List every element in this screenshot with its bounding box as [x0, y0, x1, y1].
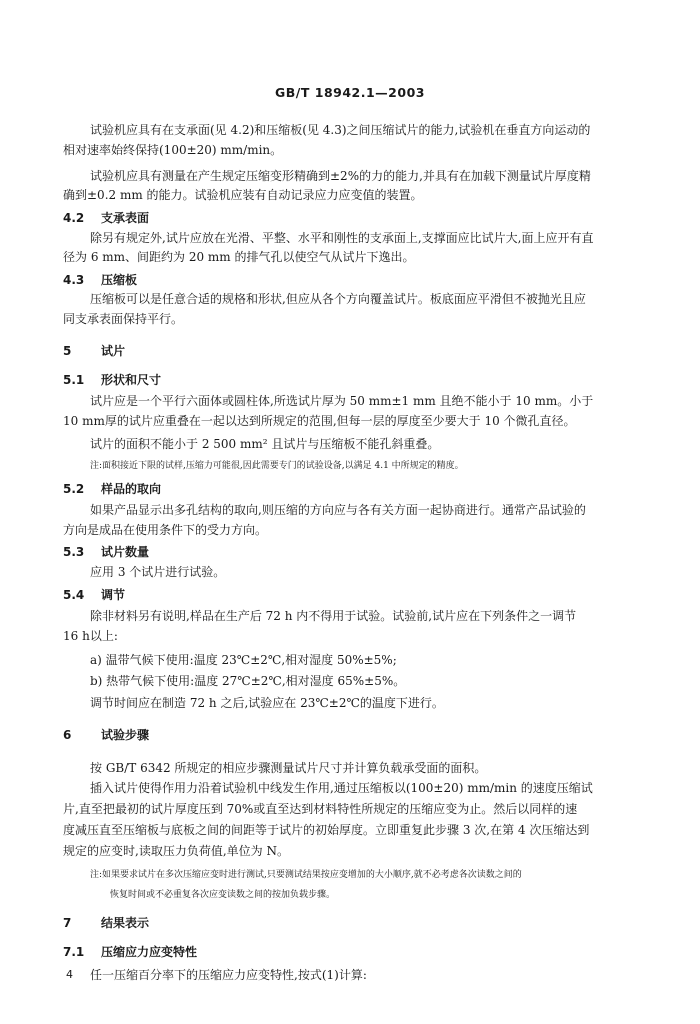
paragraph-line: 度减压直至压缩板与底板之间的间距等于试片的初始厚度。立即重复此步骤 3 次,在第 4 次压缩达到: [63, 823, 590, 837]
note-line: 恢复时间或不必重复各次应变读数之间的按加负载步骤。: [110, 890, 336, 900]
section-title: 试片数量: [101, 545, 150, 559]
note-line: 注:如果要求试片在多次压缩应变时进行测试,只要测试结果按应变增加的大小顺序,就不必考虑各次读数之间的: [90, 870, 522, 880]
section-heading: [63, 915, 149, 931]
paragraph-line: 调节时间应在制造 72 h 之后,试验应在 23℃±2℃的温度下进行。: [90, 696, 444, 710]
paragraph-line: 插入试片使得作用力沿着试验机中线发生作用,通过压缩板以(100±20) mm/min 的速度压缩试: [90, 781, 593, 795]
section-title: 压缩板: [101, 273, 138, 287]
section-number: 4.3: [63, 273, 85, 287]
section-title: 调节: [101, 588, 126, 602]
section-number: 5.3: [63, 545, 85, 559]
section-number: 7.1: [63, 945, 85, 959]
note-line: 注:面积接近下限的试样,压缩力可能很,因此需要专门的试验设备,以满足 4.1 中所规定的精度。: [90, 461, 464, 471]
section-heading: [63, 587, 125, 603]
paragraph-line: 按 GB/T 6342 所规定的相应步骤测量试片尺寸并计算负载承受面的面积。: [90, 761, 487, 775]
section-heading: [63, 944, 197, 960]
paragraph-line: 除另有规定外,试片应放在光滑、平整、水平和刚性的支承面上,支撑面应比试片大,面上应开有直: [90, 231, 594, 245]
paragraph-line: 径为 6 mm、间距约为 20 mm 的排气孔以使空气从试片下逸出。: [63, 250, 415, 264]
paragraph-line: 任一压缩百分率下的压缩应力应变特性,按式(1)计算:: [90, 968, 367, 982]
paragraph-line: 应用 3 个试片进行试验。: [90, 565, 226, 579]
page-header: GB/T 18942.1—2003: [275, 85, 425, 100]
paragraph-line: 相对速率始终保持(100±20) mm/min。: [63, 143, 283, 157]
section-heading: [63, 343, 125, 359]
section-heading: [63, 727, 149, 743]
paragraph-line: 除非材料另有说明,样品在生产后 72 h 内不得用于试验。试验前,试片应在下列条件之一调节: [90, 609, 577, 623]
paragraph-line: 压缩板可以是任意合适的规格和形状,但应从各个方向覆盖试片。板底面应平滑但不被抛光且应: [90, 292, 586, 306]
section-number: 5: [63, 344, 72, 358]
section-heading: [63, 544, 149, 560]
section-title: 形状和尺寸: [101, 373, 162, 387]
section-number: 5.4: [63, 588, 85, 602]
section-title: 支承表面: [101, 211, 150, 225]
paragraph-line: 如果产品显示出多孔结构的取向,则压缩的方向应与各有关方面一起协商进行。通常产品试验的: [90, 503, 586, 517]
section-number: 7: [63, 916, 72, 930]
paragraph-line: 同支承表面保持平行。: [63, 312, 184, 326]
section-heading: [63, 372, 161, 388]
section-number: 4.2: [63, 211, 85, 225]
section-heading: [63, 272, 137, 288]
paragraph-line: 规定的应变时,读取压力负荷值,单位为 N。: [63, 844, 289, 858]
paragraph-line: 试片的面积不能小于 2 500 mm² 且试片与压缩板不能孔斜重叠。: [90, 437, 440, 451]
section-heading: [63, 210, 149, 226]
paragraph-line: 试片应是一个平行六面体或圆柱体,所选试片厚为 50 mm±1 mm 且绝不能小于 10 mm。小于: [90, 394, 594, 408]
section-title: 样品的取向: [101, 482, 162, 496]
section-number: 5.2: [63, 482, 85, 496]
paragraph-line: 试验机应具有测量在产生规定压缩变形精确到±2%的力的能力,并具有在加载下测量试片厚度精: [90, 169, 591, 183]
paragraph-line: a) 温带气候下使用:温度 23℃±2℃,相对湿度 50%±5%;: [90, 653, 397, 667]
paragraph-line: 16 h以上:: [63, 629, 118, 643]
section-heading: [63, 481, 161, 497]
section-title: 结果表示: [101, 916, 150, 930]
section-title: 压缩应力应变特性: [101, 945, 198, 959]
paragraph-line: 试验机应具有在支承面(见 4.2)和压缩板(见 4.3)之间压缩试片的能力,试验机在垂直方向运动的: [90, 123, 591, 137]
page-number: 4: [66, 968, 73, 981]
section-number: 5.1: [63, 373, 85, 387]
section-title: 试片: [101, 344, 126, 358]
paragraph-line: b) 热带气候下使用:温度 27℃±2℃,相对湿度 65%±5%。: [90, 674, 406, 688]
paragraph-line: 片,直至把最初的试片厚度压到 70%或直至达到材料特性所规定的压缩应变为止。然后以同样的速: [63, 802, 578, 816]
section-number: 6: [63, 728, 72, 742]
paragraph-line: 确到±0.2 mm 的能力。试验机应装有自动记录应力应变值的装置。: [63, 188, 423, 202]
paragraph-line: 方向是成品在使用条件下的受力方向。: [63, 523, 268, 537]
paragraph-line: 10 mm厚的试片应重叠在一起以达到所规定的范围,但每一层的厚度至少要大于 10 个微孔直径。: [63, 414, 576, 428]
section-title: 试验步骤: [101, 728, 150, 742]
